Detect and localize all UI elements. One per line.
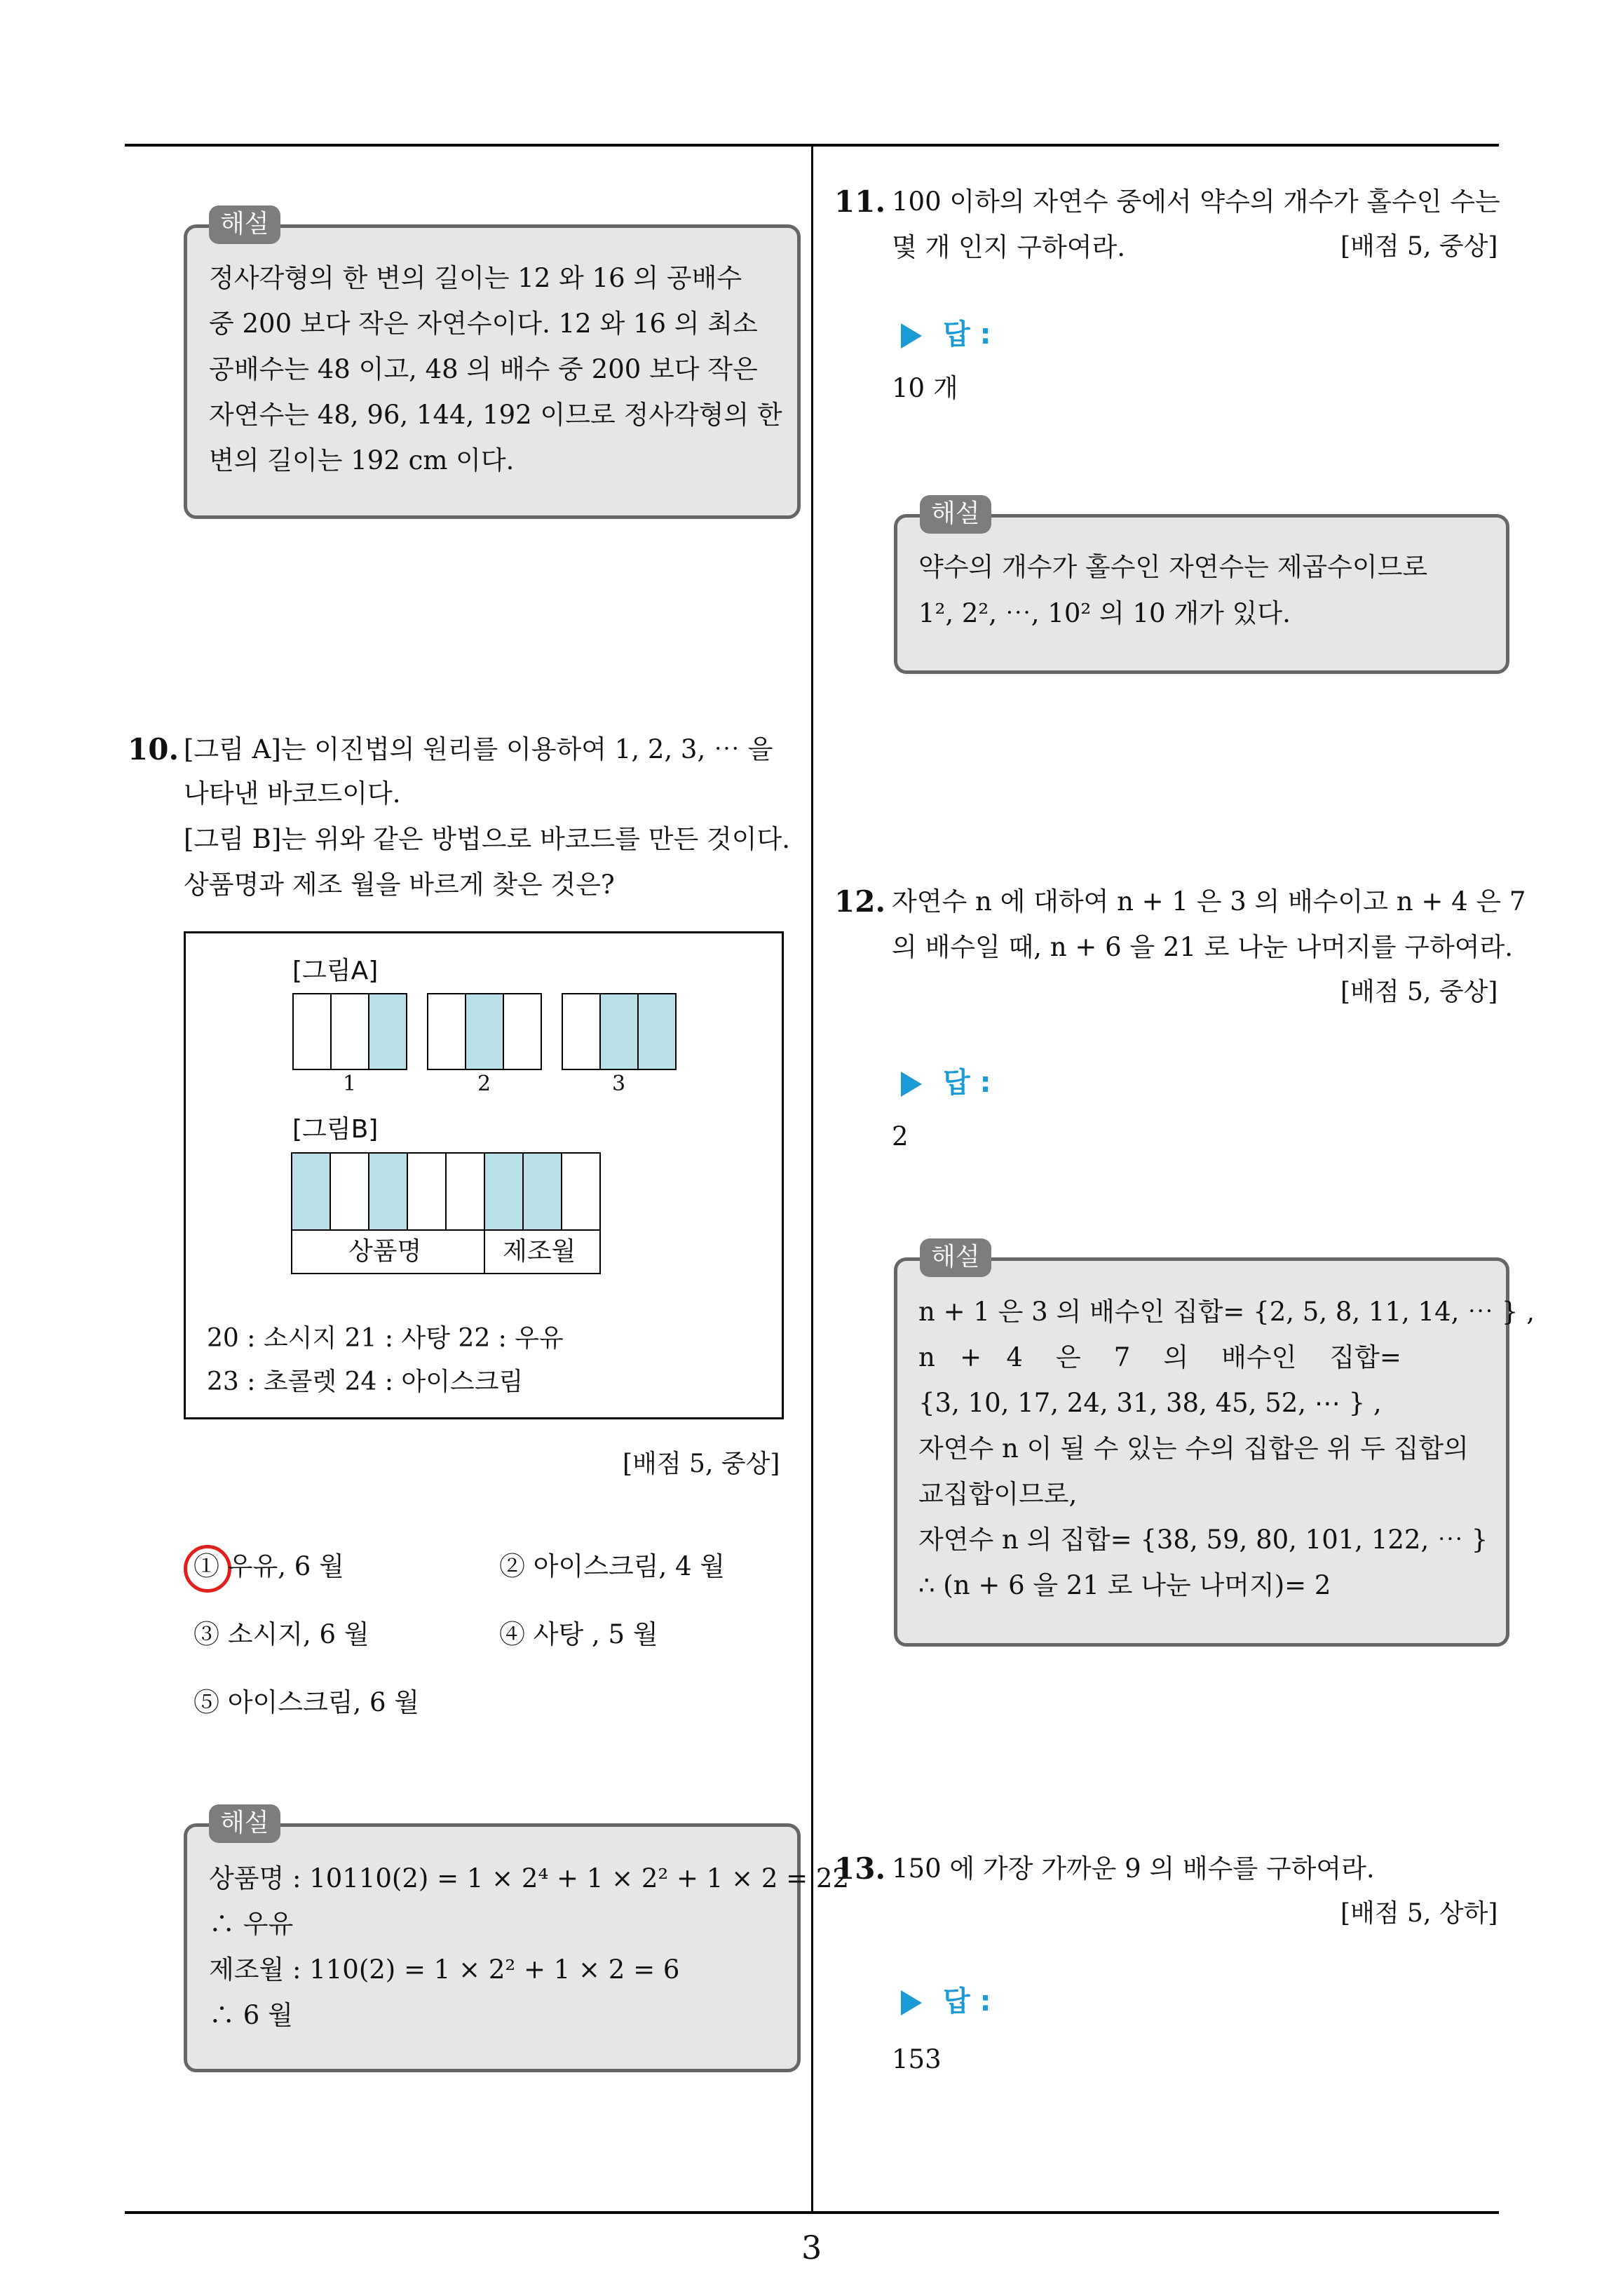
barcode-bar xyxy=(522,1152,562,1231)
page-number: 3 xyxy=(801,2229,822,2267)
barcode-bar xyxy=(330,1152,369,1231)
column-divider xyxy=(811,144,813,2213)
answer-arrow-icon xyxy=(901,1990,922,2015)
solution-line: 자연수는 48, 96, 144, 192 이므로 정사각형의 한 xyxy=(209,400,782,430)
barcode-bar xyxy=(465,993,504,1070)
answer-value: 2 xyxy=(892,1121,909,1152)
solution-line: 1², 2², ⋯, 10² 의 10 개가 있다. xyxy=(918,598,1291,628)
barcode-bar xyxy=(484,1152,524,1231)
question-line: 자연수 n 에 대하여 n + 1 은 3 의 배수이고 n + 4 은 7 xyxy=(892,886,1526,917)
choice-3[interactable]: ③ 소시지, 6 월 xyxy=(193,1619,369,1649)
question-line: [그림 B]는 위와 같은 방법으로 바코드를 만든 것이다. xyxy=(184,824,790,854)
question-line: 몇 개 인지 구하여라. xyxy=(892,232,1125,262)
month-label: 제조월 xyxy=(503,1237,576,1266)
figure-a-number: 1 xyxy=(343,1072,357,1096)
solution-tag: 해설 xyxy=(209,205,280,244)
answer-arrow-icon xyxy=(901,1072,922,1097)
solution-line: 변의 길이는 192 cm 이다. xyxy=(209,445,515,475)
solution-line: 제조월 : 110(2) = 1 × 2² + 1 × 2 = 6 xyxy=(209,1954,680,1985)
solution-line: 약수의 개수가 홀수인 자연수는 제곱수이므로 xyxy=(918,552,1428,582)
barcode-bar xyxy=(291,1152,331,1231)
solution-tag: 해설 xyxy=(920,495,991,534)
question-line: 상품명과 제조 월을 바르게 찾은 것은? xyxy=(184,870,615,900)
legend-line: 23 : 초콜렛 24 : 아이스크림 xyxy=(207,1368,524,1396)
choice-5[interactable]: ⑤ 아이스크림, 6 월 xyxy=(193,1687,420,1717)
barcode-bar xyxy=(292,993,332,1070)
barcode-bar xyxy=(368,1152,408,1231)
figure-a-number: 2 xyxy=(477,1072,491,1096)
answer-label: 답 : xyxy=(901,1979,991,2019)
answer-label: 답 : xyxy=(901,1060,991,1100)
choice-4[interactable]: ④ 사탕 , 5 월 xyxy=(499,1619,658,1649)
solution-line: 자연수 n 이 될 수 있는 수의 집합은 위 두 집합의 xyxy=(918,1433,1469,1464)
question-number-10: 10. xyxy=(128,732,179,767)
solution-tag: 해설 xyxy=(920,1238,991,1277)
solution-line: 정사각형의 한 변의 길이는 12 와 16 의 공배수 xyxy=(209,263,742,293)
score-11: [배점 5, 중상] xyxy=(1340,232,1498,261)
solution-line: 교집합이므로, xyxy=(918,1479,1078,1509)
solution-box-10 xyxy=(184,1823,801,2072)
question-number-11: 11. xyxy=(834,184,886,219)
solution-line: ∴ 6 월 xyxy=(209,2000,293,2030)
barcode-bar xyxy=(368,993,407,1070)
solution-line: 자연수 n 의 집합= {38, 59, 80, 101, 122, ⋯ } xyxy=(918,1525,1488,1555)
barcode-bar xyxy=(427,993,466,1070)
answer-arrow-icon xyxy=(901,323,922,349)
score-13: [배점 5, 상하] xyxy=(1340,1899,1498,1928)
solution-line: ∴ (n + 6 을 21 로 나눈 나머지)= 2 xyxy=(918,1570,1331,1600)
score-12: [배점 5, 중상] xyxy=(1340,978,1498,1006)
product-label: 상품명 xyxy=(348,1237,422,1266)
legend-line: 20 : 소시지 21 : 사탕 22 : 우유 xyxy=(207,1324,564,1353)
solution-line: n + 1 은 3 의 배수인 집합= {2, 5, 8, 11, 14, ⋯ } , xyxy=(918,1297,1535,1327)
solution-line: ∴ 우유 xyxy=(209,1909,294,1939)
barcode-bar xyxy=(330,993,369,1070)
choice-1[interactable]: ① 우유, 6 월 xyxy=(193,1551,344,1581)
question-number-12: 12. xyxy=(834,884,886,919)
solution-line: 중 200 보다 작은 자연수이다. 12 와 16 의 최소 xyxy=(209,309,758,339)
barcode-bar xyxy=(407,1152,447,1231)
figure-a-number: 3 xyxy=(612,1072,626,1096)
figure-b-label: [그림B] xyxy=(292,1115,379,1144)
question-line: 100 이하의 자연수 중에서 약수의 개수가 홀수인 수는 xyxy=(892,187,1500,217)
solution-line: 상품명 : 10110(2) = 1 × 2⁴ + 1 × 2² + 1 × 2 = 22 xyxy=(209,1863,849,1893)
answer-value: 10 개 xyxy=(892,373,958,403)
solution-box-11 xyxy=(894,514,1509,674)
question-line: 의 배수일 때, n + 6 을 21 로 나눈 나머지를 구하여라. xyxy=(892,932,1513,962)
solution-tag: 해설 xyxy=(209,1804,280,1843)
solution-line: 공배수는 48 이고, 48 의 배수 중 200 보다 작은 xyxy=(209,354,758,384)
figure-a-label: [그림A] xyxy=(292,957,379,985)
barcode-figure xyxy=(184,931,784,1419)
question-line: 150 에 가장 가까운 9 의 배수를 구하여라. xyxy=(892,1853,1375,1884)
answer-value: 153 xyxy=(892,2044,942,2074)
barcode-bar xyxy=(599,993,639,1070)
solution-line: n + 4 은 7 의 배수인 집합= xyxy=(918,1342,1401,1372)
barcode-bar xyxy=(503,993,542,1070)
question-line: 나타낸 바코드이다. xyxy=(184,778,401,809)
score-10: [배점 5, 중상] xyxy=(623,1450,780,1478)
answer-label: 답 : xyxy=(901,312,991,352)
barcode-bar xyxy=(561,1152,601,1231)
barcode-bar xyxy=(445,1152,485,1231)
bottom-rule xyxy=(125,2211,1499,2214)
question-line: [그림 A]는 이진법의 원리를 이용하여 1, 2, 3, ⋯ 을 xyxy=(184,734,773,764)
question-number-13: 13. xyxy=(834,1851,886,1886)
barcode-bar xyxy=(562,993,601,1070)
barcode-bar xyxy=(637,993,677,1070)
choice-2[interactable]: ② 아이스크림, 4 월 xyxy=(499,1551,726,1581)
solution-line: {3, 10, 17, 24, 31, 38, 45, 52, ⋯ } , xyxy=(918,1388,1382,1418)
